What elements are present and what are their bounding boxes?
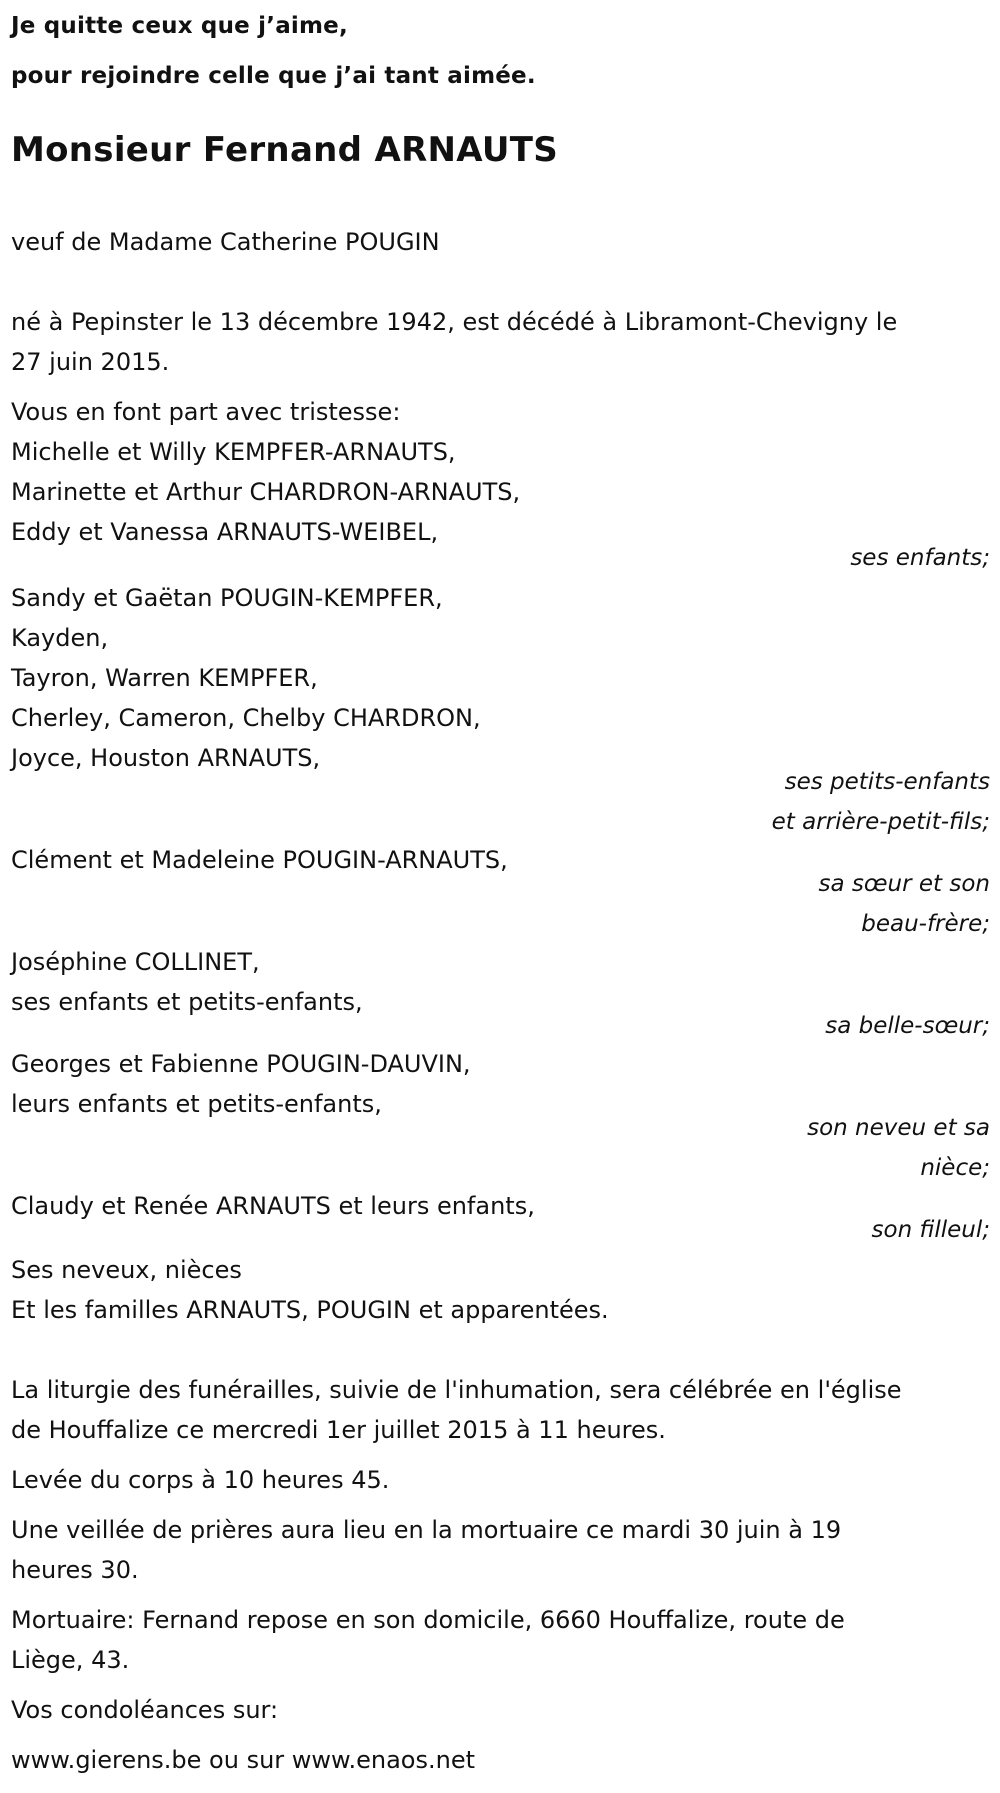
levee-line: Levée du corps à 10 heures 45.: [11, 1466, 390, 1494]
grandchild-name: Cherley, Cameron, Chelby CHARDRON,: [11, 704, 481, 732]
grandchild-name: Kayden,: [11, 624, 109, 652]
others-line-2: Et les familles ARNAUTS, POUGIN et apparentées.: [11, 1296, 609, 1324]
mortuary-line-2: Liège, 43.: [11, 1646, 130, 1674]
role-nephew-line-2: nièce;: [920, 1155, 990, 1181]
vigil-line-1: Une veillée de prières aura lieu en la mortuaire ce mardi 30 juin à 19: [11, 1516, 842, 1544]
epigraph-line-2: pour rejoindre celle que j’ai tant aimée.: [11, 63, 536, 89]
role-grandchildren-line-2: et arrière-petit-fils;: [771, 809, 990, 835]
funeral-line-2: de Houffalize ce mercredi 1er juillet 2015 à 11 heures.: [11, 1416, 666, 1444]
others-line-1: Ses neveux, nièces: [11, 1256, 242, 1284]
deceased-name: Monsieur Fernand ARNAUTS: [11, 130, 559, 170]
role-children: ses enfants;: [850, 545, 990, 571]
funeral-line-1: La liturgie des funérailles, suivie de l'inhumation, sera célébrée en l'église: [11, 1376, 902, 1404]
sister-in-law-name: Joséphine COLLINET,: [11, 948, 260, 976]
intro-line: Vous en font part avec tristesse:: [11, 398, 401, 426]
vigil-line-2: heures 30.: [11, 1556, 139, 1584]
sister-name: Clément et Madeleine POUGIN-ARNAUTS,: [11, 846, 508, 874]
role-grandchildren-line-1: ses petits-enfants: [784, 769, 990, 795]
grandchild-name: Tayron, Warren KEMPFER,: [11, 664, 318, 692]
role-sister-line-2: beau-frère;: [861, 911, 990, 937]
nephew-name: Georges et Fabienne POUGIN-DAUVIN,: [11, 1050, 471, 1078]
role-sister-line-1: sa sœur et son: [818, 871, 990, 897]
epigraph-line-1: Je quitte ceux que j’aime,: [11, 13, 348, 39]
role-sister-in-law: sa belle-sœur;: [825, 1013, 990, 1039]
nephew-family: leurs enfants et petits-enfants,: [11, 1090, 382, 1118]
grandchild-name: Sandy et Gaëtan POUGIN-KEMPFER,: [11, 584, 443, 612]
sister-in-law-family: ses enfants et petits-enfants,: [11, 988, 363, 1016]
role-nephew-line-1: son neveu et sa: [807, 1115, 990, 1141]
condolences-links: www.gierens.be ou sur www.enaos.net: [11, 1746, 475, 1774]
mortuary-line-1: Mortuaire: Fernand repose en son domicile, 6660 Houffalize, route de: [11, 1606, 845, 1634]
widower-line: veuf de Madame Catherine POUGIN: [11, 228, 440, 256]
birth-line-2: 27 juin 2015.: [11, 348, 170, 376]
condolences-label: Vos condoléances sur:: [11, 1696, 279, 1724]
godson-name: Claudy et Renée ARNAUTS et leurs enfants,: [11, 1192, 535, 1220]
grandchild-name: Joyce, Houston ARNAUTS,: [11, 744, 321, 772]
birth-line-1: né à Pepinster le 13 décembre 1942, est décédé à Libramont-Chevigny le: [11, 308, 898, 336]
role-godson: son filleul;: [871, 1217, 990, 1243]
child-name: Michelle et Willy KEMPFER-ARNAUTS,: [11, 438, 456, 466]
child-name: Marinette et Arthur CHARDRON-ARNAUTS,: [11, 478, 521, 506]
child-name: Eddy et Vanessa ARNAUTS-WEIBEL,: [11, 518, 439, 546]
